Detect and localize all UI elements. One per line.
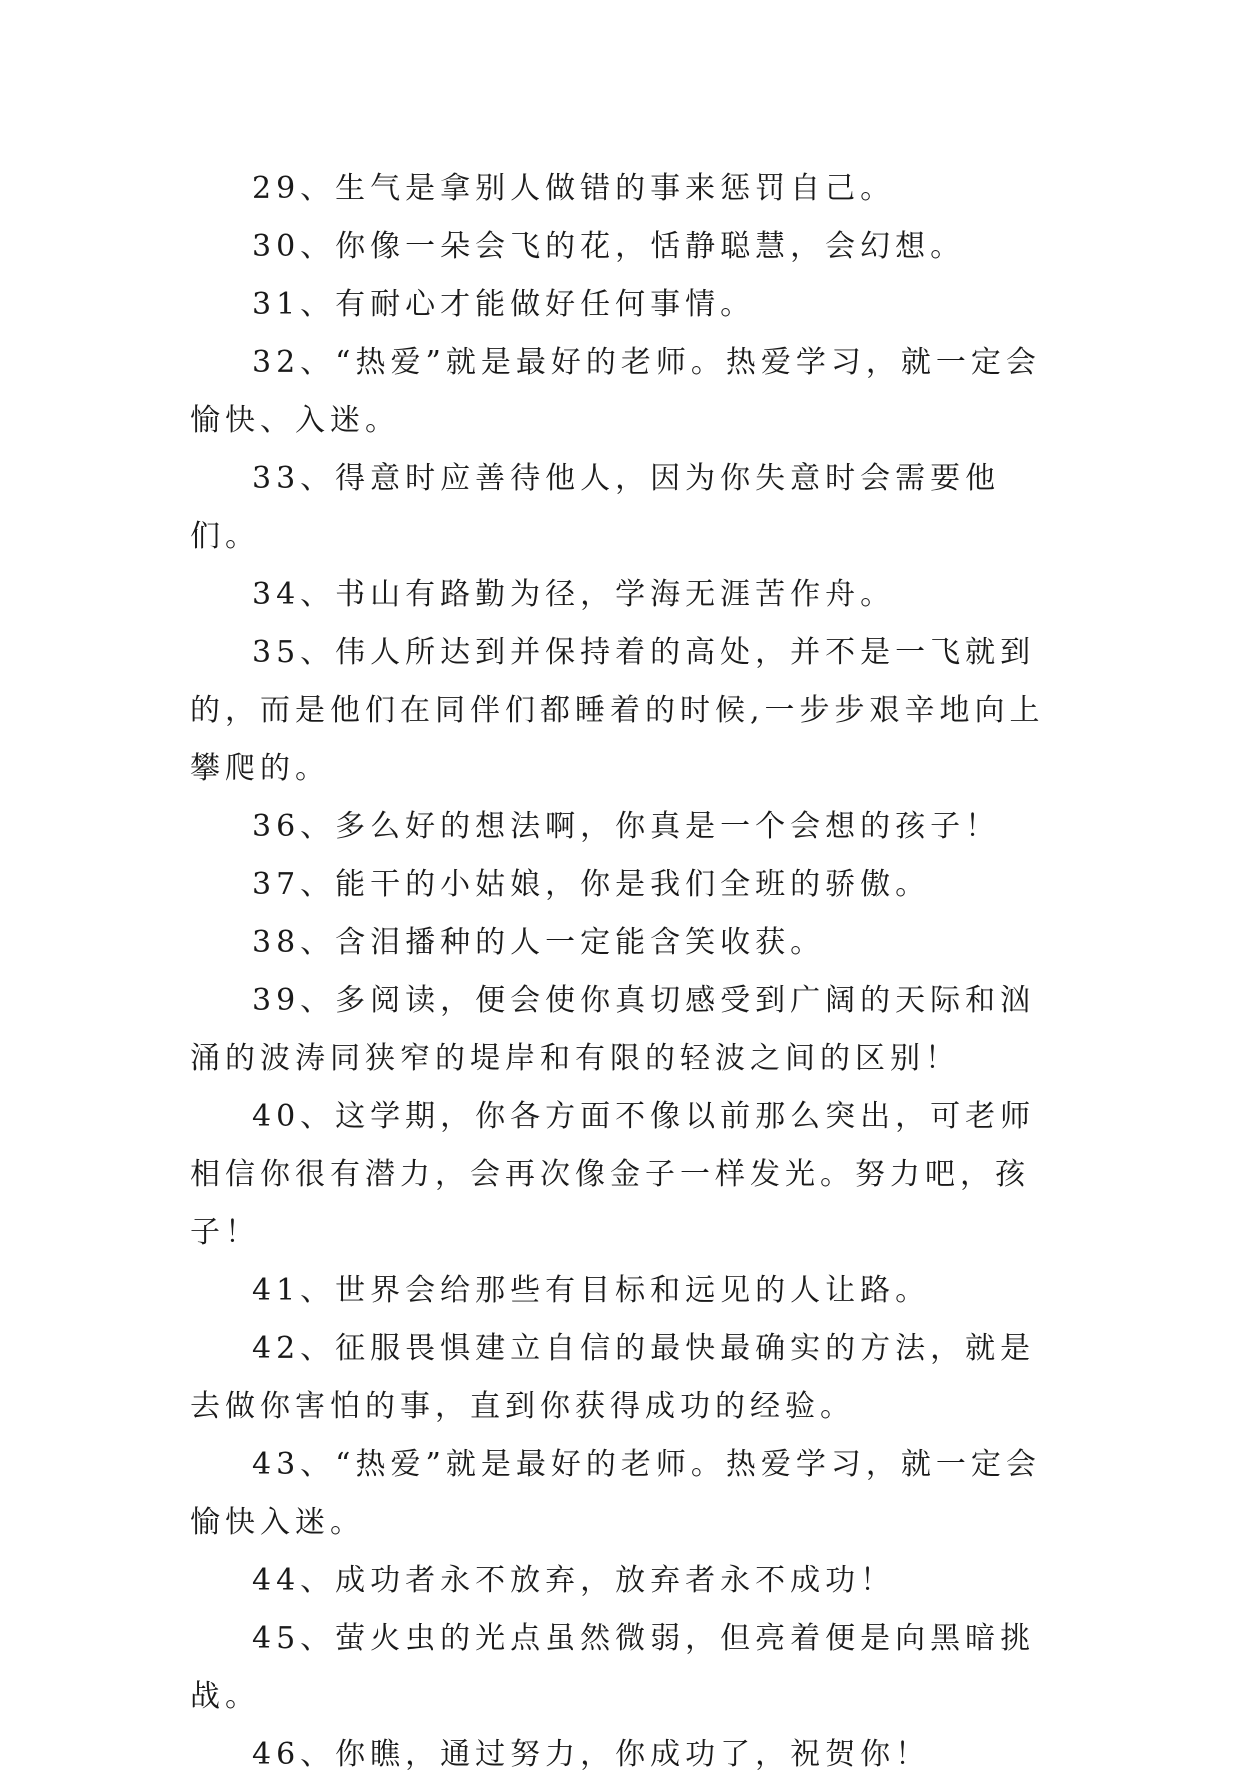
paragraph: 33、得意时应善待他人，因为你失意时会需要他们。 — [190, 461, 1001, 554]
paragraph: 41、世界会给那些有目标和远见的人让路。 — [252, 1273, 931, 1308]
paragraph: 38、含泪播种的人一定能含笑收获。 — [252, 925, 826, 960]
paragraph: 46、你瞧，通过努力，你成功了，祝贺你！ — [252, 1737, 931, 1772]
paragraph: 42、征服畏惧建立自信的最快最确实的方法，就是去做你害怕的事，直到你获得成功的经验。 — [190, 1331, 1036, 1424]
paragraph: 45、萤火虫的光点虽然微弱，但亮着便是向黑暗挑战。 — [190, 1621, 1036, 1714]
paragraph: 44、成功者永不放弃，放弃者永不成功！ — [252, 1563, 896, 1598]
paragraph: 37、能干的小姑娘，你是我们全班的骄傲。 — [252, 867, 931, 902]
document-body — [190, 160, 1050, 1784]
paragraph: 36、多么好的想法啊，你真是一个会想的孩子！ — [252, 809, 1001, 844]
paragraph: 39、多阅读，便会使你真切感受到广阔的天际和汹涌的波涛同狭窄的堤岸和有限的轻波之间的区别！ — [190, 983, 1036, 1076]
paragraph: 43、“热爱”就是最好的老师。热爱学习，就一定会愉快入迷。 — [190, 1447, 1041, 1540]
paragraph: 34、书山有路勤为径，学海无涯苦作舟。 — [252, 577, 896, 612]
paragraph: 30、你像一朵会飞的花，恬静聪慧，会幻想。 — [252, 229, 966, 264]
paragraph: 31、有耐心才能做好任何事情。 — [252, 287, 756, 322]
paragraph: 35、伟人所达到并保持着的高处，并不是一飞就到的，而是他们在同伴们都睡着的时候,一步步艰辛地向上攀爬的。 — [190, 635, 1045, 786]
paragraph: 29、生气是拿别人做错的事来惩罚自己。 — [252, 171, 896, 206]
paragraph: 32、“热爱”就是最好的老师。热爱学习，就一定会愉快、入迷。 — [190, 345, 1041, 438]
paragraph: 40、这学期，你各方面不像以前那么突出，可老师相信你很有潜力，会再次像金子一样发光。努力吧，孩子！ — [190, 1099, 1036, 1250]
